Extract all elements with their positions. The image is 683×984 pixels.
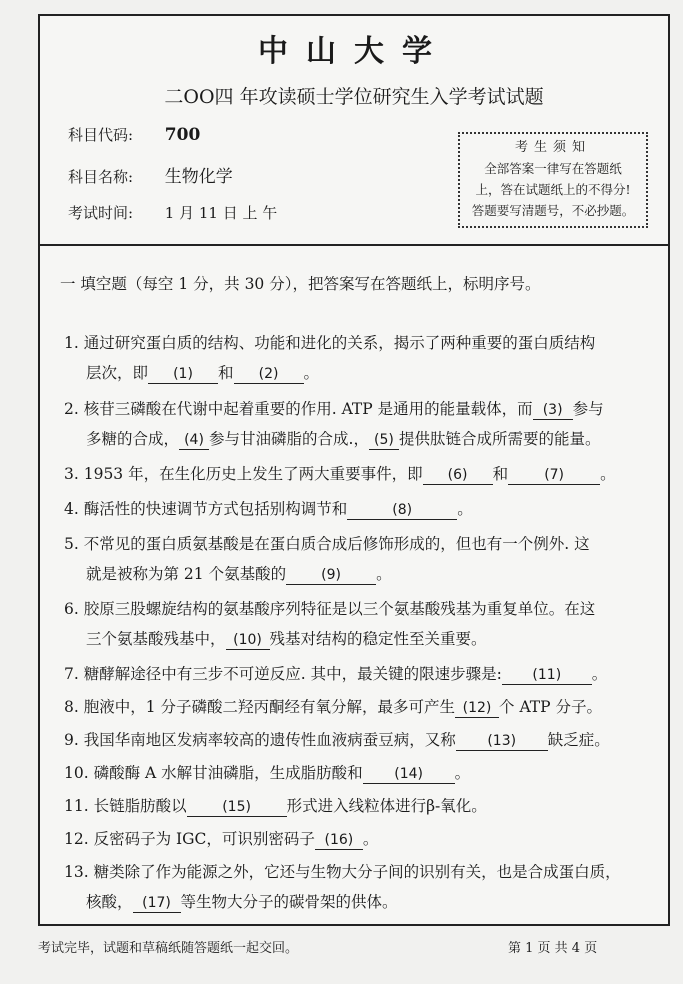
answer-blank: (11): [502, 666, 592, 685]
question-6: [64, 594, 664, 654]
subject-code-row: [68, 124, 200, 145]
answer-blank: (12): [455, 699, 499, 718]
university-name: 中山大学: [258, 34, 450, 69]
question-13: [64, 857, 664, 917]
question-4: 4. 酶活性的快速调节方式包括别构调节和 (8) 。: [64, 500, 473, 518]
section-title: 一 填空题（每空 1 分，共 30 分），把答案写在答题纸上，标明序号。: [60, 275, 541, 293]
answer-blank: (16): [315, 831, 363, 850]
answer-blank: (15): [187, 798, 287, 817]
question-2: [64, 394, 664, 454]
answer-blank: (7): [508, 466, 600, 485]
notice-title: 考生须知: [514, 140, 591, 155]
question-11: 11. 长链脂肪酸以 (15) 形式进入线粒体进行β-氧化。: [64, 797, 487, 815]
answer-blank: (2): [234, 365, 304, 384]
question-text: 6. 胶原三股螺旋结构的氨基酸序列特征是以三个氨基酸残基为重复单位。在这: [64, 600, 596, 618]
question-10: 10. 磷酸酶 A 水解甘油磷脂，生成脂肪酸和 (14) 。: [64, 764, 471, 782]
question-1: [64, 328, 664, 388]
answer-blank: (3): [533, 401, 573, 420]
answer-blank: (10): [226, 631, 270, 650]
question-text: 三个氨基酸残基中， (10) 残基对结构的稳定性至关重要。: [86, 630, 487, 648]
question-text: 1. 通过研究蛋白质的结构、功能和进化的关系，揭示了两种重要的蛋白质结构: [64, 334, 596, 352]
question-12: 12. 反密码子为 IGC，可识别密码子 (16) 。: [64, 830, 379, 848]
answer-blank: (8): [347, 501, 457, 520]
exam-time-label: 考试时间:: [68, 204, 134, 222]
answer-blank: (5): [369, 431, 399, 450]
question-text: 多糖的合成， (4) 参与甘油磷脂的合成.， (5) 提供肽链合成所需要的能量。: [86, 430, 601, 448]
question-text: 13. 糖类除了作为能源之外，它还与生物大分子间的识别有关，也是合成蛋白质，: [64, 863, 621, 881]
notice-line: 答题要写清题号，不必抄题。: [471, 203, 635, 218]
exam-time-row: [68, 202, 277, 223]
subject-name-label: 科目名称:: [68, 168, 134, 186]
question-text: 核酸， (17) 等生物大分子的碳骨架的供体。: [86, 893, 398, 911]
question-text: 5. 不常见的蛋白质氨基酸是在蛋白质合成后修饰形成的，但也有一个例外. 这: [64, 535, 590, 553]
answer-blank: (6): [423, 466, 493, 485]
question-5: [64, 529, 664, 589]
subject-code: 700: [164, 125, 201, 145]
question-7: 7. 糖酵解途径中有三步不可逆反应. 其中，最关键的限速步骤是: (11) 。: [64, 665, 608, 683]
answer-blank: (13): [456, 732, 548, 751]
subject-code-label: 科目代码:: [68, 126, 134, 144]
footer-instruction: 考试完毕，试题和草稿纸随答题纸一起交回。: [38, 941, 299, 956]
answer-blank: (14): [363, 765, 455, 784]
answer-blank: (4): [179, 431, 209, 450]
notice-line: 全部答案一律写在答题纸: [484, 161, 622, 176]
examinee-notice: [458, 132, 648, 228]
answer-blank: (1): [148, 365, 218, 384]
question-8: 8. 胞液中，1 分子磷酸二羟丙酮经有氧分解，最多可产生 (12) 个 ATP 分子。: [64, 698, 602, 716]
exam-header: [40, 16, 668, 246]
exam-time: 1 月 11 日 上 午: [164, 204, 278, 222]
exam-title: 二OO四 年攻读硕士学位研究生入学考试试题: [164, 86, 544, 108]
question-text: 2. 核苷三磷酸在代谢中起着重要的作用. ATP 是通用的能量载体，而 (3) 参与: [64, 400, 604, 418]
question-9: 9. 我国华南地区发病率较高的遗传性血液病蚕豆病，又称 (13) 缺乏症。: [64, 731, 610, 749]
answer-blank: (9): [286, 566, 376, 585]
question-text: 层次，即 (1) 和 (2) 。: [86, 364, 320, 382]
question-text: 就是被称为第 21 个氨基酸的 (9) 。: [86, 565, 392, 583]
answer-blank: (17): [133, 894, 181, 913]
subject-name: 生物化学: [164, 167, 233, 187]
question-3: 3. 1953 年，在生化历史上发生了两大重要事件，即 (6) 和 (7) 。: [64, 465, 616, 483]
subject-name-row: [68, 162, 233, 187]
notice-line: 上，答在试题纸上的不得分!: [475, 182, 631, 197]
exam-sheet: [38, 14, 670, 926]
page-number: 第 1 页 共 4 页: [508, 941, 598, 956]
